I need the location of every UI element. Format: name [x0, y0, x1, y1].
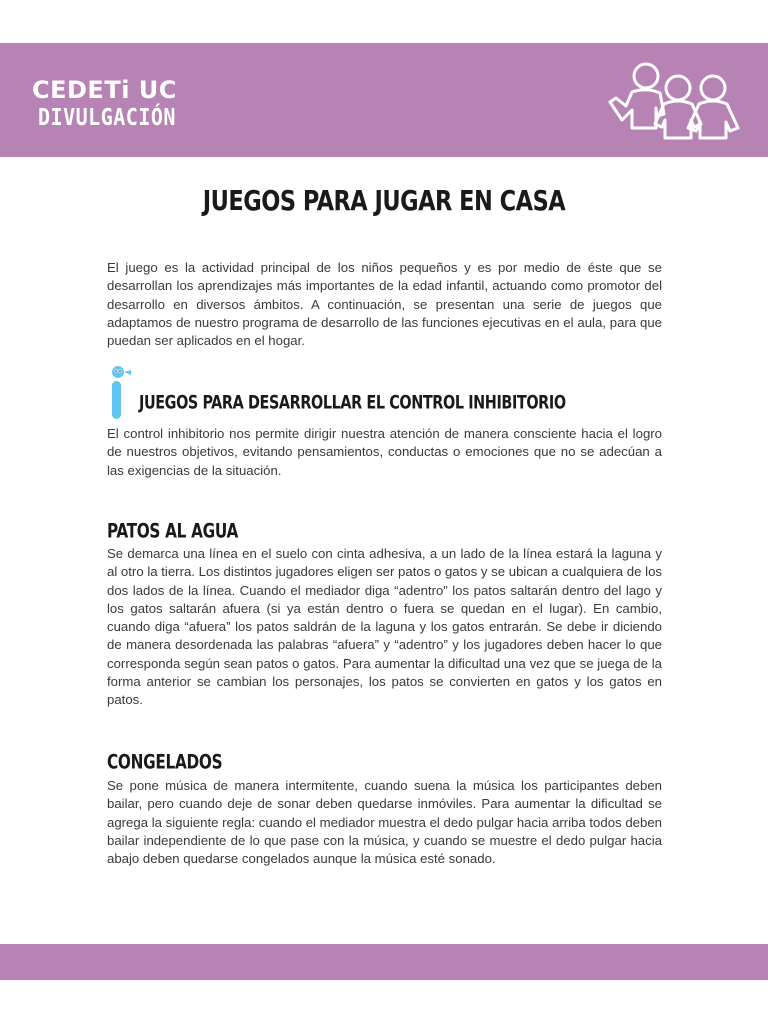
footer-band: [0, 944, 768, 980]
intro-paragraph: El juego es la actividad principal de los niños pequeños y es por medio de éste que se desarrollan los aprendizajes más importantes de la edad infantil, actuando como promotor del desarrollo en diversos ámbitos. A continuación, se presentan una serie de juegos que adaptamos de nuestro programa de desarrollo de las funciones ejecutivas en el aula, para que puedan ser aplicados en el hogar.: [107, 260, 662, 349]
game-text-congelados: Se pone música de manera intermitente, cuando suena la música los participantes deben bailar, pero cuando deje de sonar deben quedarse inmóviles. Para aumentar la dificultad se agrega la siguiente regla: cuando el mediador muestra el dedo pulgar hacia arriba todos deben bailar independiente de lo que pase con la música, y cuando se muestre el dedo pulgar hacia abajo deben quedarse congelados aunque la música esté sonado.: [107, 778, 662, 867]
children-icon: [602, 58, 744, 144]
section-description: El control inhibitorio nos permite dirigir nuestra atención de manera consciente hacia el logro de nuestros objetivos, evitando pensamientos, conductas o emociones que no se adecúan a las exigencias de la situación.: [107, 426, 662, 478]
logo-subtitle: DIVULGACIÓN: [38, 103, 176, 131]
section-title: JUEGOS PARA DESARROLLAR EL CONTROL INHIBITORIO: [139, 391, 566, 413]
character-i-icon: [106, 365, 134, 421]
logo-title: CEDETi UC: [32, 76, 177, 104]
game-title-patos-al-agua: PATOS AL AGUA: [107, 520, 239, 543]
logo: [32, 76, 177, 131]
page-title: JUEGOS PARA JUGAR EN CASA: [202, 184, 566, 217]
game-title-congelados: CONGELADOS: [107, 751, 223, 774]
game-text-patos-al-agua: Se demarca una línea en el suelo con cinta adhesiva, a un lado de la línea estará la laguna y al otro la tierra. Los distintos jugadores eligen ser patos o gatos y se ubican a cualquiera de los dos lados de la línea. Cuando el mediador diga “adentro” los patos saltarán dentro del lago y los gatos saltarán afuera (si ya están dentro o fuera se quedan en el lugar). En cambio, cuando diga “afuera” los patos saldrán de la laguna y los gatos entrarán. Se debe ir diciendo de manera desordenada las palabras “afuera” y “adentro” y los jugadores deben hacer lo que corresponda según sean patos o gatos. Para aumentar la dificultad una vez que se juega de la forma anterior se cambian los personajes, los patos se convierten en gatos y los gatos en patos.: [107, 546, 662, 708]
